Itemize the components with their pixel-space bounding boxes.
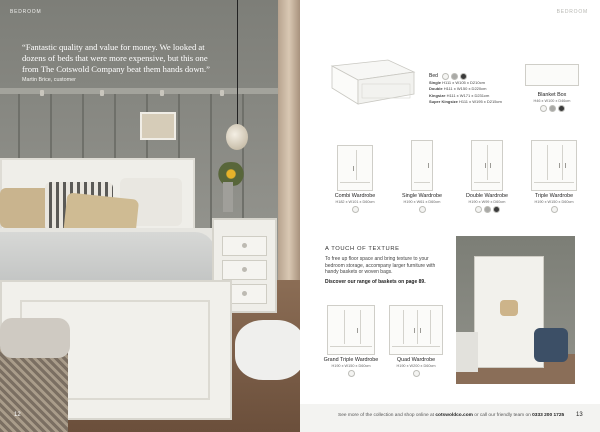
woven-bag — [500, 300, 518, 316]
product-swatches — [520, 105, 584, 112]
product-name: Triple Wardrobe — [534, 193, 574, 199]
product-grand-triple-wardrobe[interactable] — [320, 305, 382, 377]
product-quad-wardrobe[interactable] — [385, 305, 447, 377]
texture-heading: A TOUCH OF TEXTURE — [325, 246, 400, 252]
peg-rail — [0, 88, 300, 94]
product-dims: H190 x W150 x D60cm — [534, 200, 574, 204]
curtain — [278, 0, 300, 300]
wardrobe-image — [389, 305, 443, 355]
page-footer — [300, 404, 600, 432]
page-number: 13 — [576, 412, 583, 418]
wall-peg — [220, 90, 224, 96]
bed-swatches — [442, 73, 467, 80]
swatch-charcoal[interactable] — [493, 206, 500, 213]
throw-blanket — [0, 318, 70, 358]
page-number: 12 — [14, 412, 21, 418]
product-double-wardrobe[interactable] — [456, 140, 518, 213]
framed-picture — [140, 112, 176, 140]
wardrobe-image — [337, 145, 373, 191]
product-name: Blanket Box — [537, 92, 567, 98]
drawer-knob — [242, 243, 247, 248]
customer-quote: “Fantastic quality and value for money. We looked at dozens of beds that were more expensive, but this one from The Cotswold Company beat them hands down.” — [22, 42, 210, 74]
product-dims: H190 x W200 x D60cm — [396, 364, 436, 368]
swatch-charcoal[interactable] — [558, 105, 565, 112]
swatch-grey[interactable] — [451, 73, 458, 80]
product-combi-wardrobe[interactable] — [325, 145, 385, 213]
product-name: Quad Wardrobe — [396, 357, 436, 363]
product-dims: H190 x W150 x D60cm — [331, 364, 371, 368]
drawer-knob — [242, 291, 247, 296]
swatch-white[interactable] — [551, 206, 558, 213]
bed-product-image — [328, 58, 416, 108]
texture-cta[interactable]: Discover our range of baskets on page 89. — [325, 279, 426, 285]
footer-phone[interactable]: 0333 200 1725 — [532, 413, 565, 418]
section-label: BEDROOM — [556, 9, 588, 15]
product-name: Double Wardrobe — [465, 193, 509, 199]
product-dims: H190 x W61 x D60cm — [403, 200, 441, 204]
bed-size-row: Kingsize H111 x W171 x D231cm — [429, 92, 490, 98]
product-name: Combi Wardrobe — [334, 193, 376, 199]
quote-author: Martin Brice, customer — [22, 77, 76, 83]
armchair — [534, 328, 568, 362]
wardrobe-image — [531, 140, 577, 191]
wardrobe-image — [327, 305, 375, 355]
swatch-white[interactable] — [475, 206, 482, 213]
bed — [456, 332, 478, 372]
bed-size-row: Double H111 x W150 x D220cm — [429, 86, 487, 92]
product-blanket-box[interactable] — [520, 90, 584, 112]
drawer-knob — [242, 267, 247, 272]
bed-spec — [429, 71, 502, 105]
footer-text: See more of the collection and shop online at cotswoldco.com or call our friendly team on 0333 200 1725 — [338, 413, 565, 418]
pendant-wire — [237, 0, 238, 125]
texture-body: To free up floor space and bring texture to your bedroom storage, accompany larger furniture with handy baskets or woven bags. — [325, 256, 436, 276]
swatch-white[interactable] — [352, 206, 359, 213]
wardrobe-image — [411, 140, 433, 191]
footer-url[interactable]: cotswoldco.com — [435, 413, 473, 418]
blanket-box-image — [525, 64, 579, 86]
bed-size-row: Super Kingsize H111 x W195 x D215cm — [429, 98, 502, 104]
sheepskin-rug — [235, 320, 300, 380]
duvet — [0, 232, 215, 282]
wall-peg — [40, 90, 44, 96]
wall-peg — [100, 90, 104, 96]
product-triple-wardrobe[interactable] — [522, 140, 586, 213]
wardrobe-lifestyle-photo — [456, 236, 575, 384]
product-dims: H46 x W100 x D46cm — [533, 99, 571, 103]
product-name: Single Wardrobe — [402, 193, 442, 199]
swatch-white[interactable] — [413, 370, 420, 377]
swatch-grey[interactable] — [484, 206, 491, 213]
swatch-grey[interactable] — [549, 105, 556, 112]
product-single-wardrobe[interactable] — [392, 140, 452, 213]
bed-title: Bed — [429, 72, 438, 79]
bed-size-row: Single H111 x W105 x D210cm — [429, 80, 485, 85]
vase — [223, 182, 233, 212]
product-dims: H182 x W101 x D60cm — [335, 200, 375, 204]
swatch-white[interactable] — [540, 105, 547, 112]
product-dims: H190 x W99 x D60cm — [468, 200, 506, 204]
swatch-white[interactable] — [348, 370, 355, 377]
swatch-charcoal[interactable] — [460, 73, 467, 80]
pendant-lamp — [226, 124, 248, 150]
swatch-white[interactable] — [442, 73, 449, 80]
wall-peg — [160, 90, 164, 96]
wardrobe-image — [471, 140, 503, 191]
swatch-white[interactable] — [419, 206, 426, 213]
product-name: Grand Triple Wardrobe — [323, 357, 379, 363]
section-label: BEDROOM — [10, 9, 42, 15]
